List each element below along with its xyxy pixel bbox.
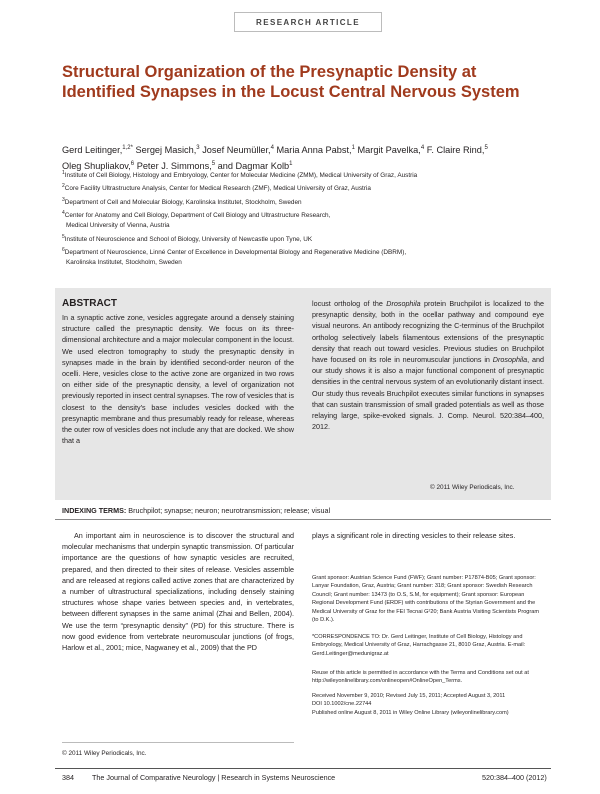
author-affil-ref: 3 — [196, 145, 200, 151]
author-affil-ref: 5 — [211, 161, 216, 168]
page-footer — [0, 768, 600, 790]
abstract-column-left: In a synaptic active zone, vesicles aggregate around a densely staining structure called the presynaptic density. We focus on its three-dimensional architecture and a major molecular component in the locust. We used electron tomography to study the presynaptic density in synapses made in the brain by identified second-order neuron of the ocelli. Here, vesicles close to the active zone are organized in two rows on either side of the presynaptic density, a level of organization not previously reported in insect central synapses. The row of vesicles that is closest to the density's base includes vesicles docked with the presynaptic membrane and thus presumably ready for release, whereas the outer row of vesicles does not include any that are docked. We show that a — [62, 313, 294, 446]
affiliation-item — [62, 221, 562, 231]
publication-history — [312, 692, 544, 717]
affiliation-text: Karolinska Institutet, Stockholm, Sweden — [66, 259, 182, 267]
author-affil-ref: 4 — [420, 145, 425, 151]
footnote-grants: Grant sponsor: Austrian Science Fund (FWF); Grant number: P17874-B05; Grant sponsor: Lanyar Foundation, Graz, Austria; Grant number: 318; Grant sponsor: Swedish Research Council; Grant number: 13473 (to O.S, S.M, for equipment); Grant sponsor: European Regional Development Fund (ERDF) with contributions of the Styrian Government and the Medical University of Graz for the FEI Tecnai G²20; Bank Austria Visiting Scientists Program (to D.K.). — [312, 575, 540, 624]
abstract-text: locust ortholog of the — [312, 299, 387, 308]
author-affil-ref: 4 — [270, 145, 274, 151]
author-affil-ref: 6 — [130, 161, 135, 168]
footer-rule — [55, 768, 551, 769]
affiliation-number: 2 — [62, 183, 65, 190]
affiliation-item — [62, 168, 562, 181]
body-column-right: plays a significant role in directing vesicles to their release sites. — [312, 531, 516, 540]
affiliation-list — [62, 168, 562, 268]
received-dates: Received November 9, 2010; Revised July 15, 2011; Accepted August 3, 2011 — [312, 693, 506, 699]
author-name: Peter J. Simmons, — [136, 161, 212, 172]
journal-name: The Journal of Comparative Neurology | Research in Systems Neuroscience — [92, 773, 336, 782]
affiliation-text: Department of Neuroscience, Linné Center of Excellence in Developmental Biology and Regenerative Medicine (DBRM), — [64, 248, 407, 256]
page-number: 384 — [62, 773, 74, 782]
affiliation-text: Core Facility Ultrastructure Analysis, Center for Medical Research (ZMF), Medical University of Graz, Austria — [64, 185, 371, 193]
affiliation-item — [62, 245, 562, 258]
affiliation-item — [62, 232, 562, 245]
author-affil-ref: 5 — [484, 145, 488, 151]
affiliation-item — [62, 181, 562, 194]
abstract-heading: ABSTRACT — [62, 298, 117, 309]
author-affil-ref: 1,2* — [122, 145, 133, 151]
affiliation-number: 6 — [62, 246, 65, 253]
author-affil-ref: 1 — [351, 145, 355, 151]
affiliation-text: Center for Anatomy and Cell Biology, Department of Cell Biology and Ultrastructure Research, — [64, 212, 331, 220]
abstract-text: , and our study shows it is also a major functional component of presynaptic densities in the central nervous system of an evolutionarily distant insect. Our study thus reveals Bruchpilot executes similar functions in synapses that can sustain transmission of small graded potentials as well as those relaying large, spike-evoked signals. J. Comp. Neurol. 520:384–400, 2012. — [312, 355, 544, 432]
affiliation-item — [62, 208, 562, 221]
abstract-text: protein Bruchpilot is localized to the presynaptic density, both in the ocellar pathway and compound eye visual neurons. An antibody recognizing the C-terminus of the Bruchpilot ortholog selectively labels filamentous extensions of the presynaptic density that reach out toward vesicles. Previous studies on Bruchpilot have focused on its role in neuromuscular junctions in — [312, 299, 544, 365]
footnote-reuse: Reuse of this article is permitted in accordance with the Terms and Conditions set out at http://wileyonlinelibrary.com/onlineopen#OnlineOpen_Terms. — [312, 670, 529, 685]
section-divider — [55, 519, 551, 520]
author-name: Margit Pavelka, — [357, 145, 421, 156]
article-type-tag: RESEARCH ARTICLE — [234, 12, 382, 32]
author-name: F. Claire Rind, — [426, 145, 485, 156]
body-column-left: An important aim in neuroscience is to discover the structural and molecular mechanisms that underpin synaptic transmission. Of particular importance are the questions of how synaptic vesicles are recruited, prepared, and then directed to their sites of release. Vesicles assemble and are released at regions called active zones that are characterized by a number of ultrastructural specializations, including densely staining structures whose shape varies between species and, in vertebrates, between different synapses in the same animal (Zhai and Bellen, 2004). We use the term “presynaptic density” (PD) for this structure. There is now good evidence from vertebrate neuromuscular junctions (of frogs, Harlow et al., 2001; mice, Nagwaney et al., 2009) that the PD — [62, 531, 294, 653]
author-name: Sergej Masich, — [135, 145, 197, 156]
indexing-terms-text: Bruchpilot; synapse; neuron; neurotransmission; release; visual — [126, 506, 331, 515]
author-name: Josef Neumüller, — [202, 145, 271, 156]
doi: DOI 10.1002/cne.22744 — [312, 701, 372, 708]
article-title: Structural Organization of the Presynaptic Density at Identified Synapses in the Locust Central Nervous System — [62, 63, 520, 101]
author-name: Maria Anna Pabst, — [276, 145, 352, 156]
affiliation-item — [62, 258, 562, 268]
author-name: and Dagmar Kolb — [217, 161, 290, 172]
affiliation-text: Medical University of Vienna, Austria — [66, 222, 170, 230]
affiliation-item — [62, 195, 562, 208]
abstract-italic-term: Drosophila — [492, 355, 528, 365]
author-affil-ref: 1 — [289, 161, 293, 168]
affiliation-number: 4 — [62, 209, 65, 216]
journal-citation: 520:384–400 (2012) — [482, 773, 547, 782]
affiliation-text: Institute of Cell Biology, Histology and Embryology, Center for Molecular Medicine (ZMM), Medical University of Graz, Austria — [64, 172, 418, 180]
footnote-correspondence: *CORRESPONDENCE TO: Dr. Gerd Leitinger, Institute of Cell Biology, Histology and Embryology, Medical University of Graz, Harrachgasse 21, 8010 Graz, Austria. E-mail: Gerd.Leitinger@medunigraz.at — [312, 634, 526, 657]
indexing-terms-label: INDEXING TERMS: — [62, 506, 127, 515]
body-copyright: © 2011 Wiley Periodicals, Inc. — [62, 750, 147, 757]
author-name: Oleg Shupliakov, — [62, 161, 131, 172]
affiliation-text: Department of Cell and Molecular Biology, Karolinska Institutet, Stockholm, Sweden — [64, 198, 302, 206]
author-name: Gerd Leitinger, — [62, 145, 123, 156]
indexing-terms — [62, 506, 552, 515]
abstract-italic-term: Drosophila — [386, 299, 421, 308]
abstract-column-right — [312, 298, 544, 432]
footnote-divider — [62, 742, 294, 743]
affiliation-text: Institute of Neuroscience and School of Biology, University of Newcastle upon Tyne, UK — [64, 235, 313, 243]
affiliation-number: 1 — [62, 170, 65, 176]
abstract-copyright: © 2011 Wiley Periodicals, Inc. — [430, 484, 515, 491]
affiliation-number: 5 — [62, 233, 65, 240]
published-online: Published online August 8, 2011 in Wiley Online Library (wileyonlinelibrary.com) — [312, 709, 509, 716]
affiliation-number: 3 — [62, 196, 65, 203]
